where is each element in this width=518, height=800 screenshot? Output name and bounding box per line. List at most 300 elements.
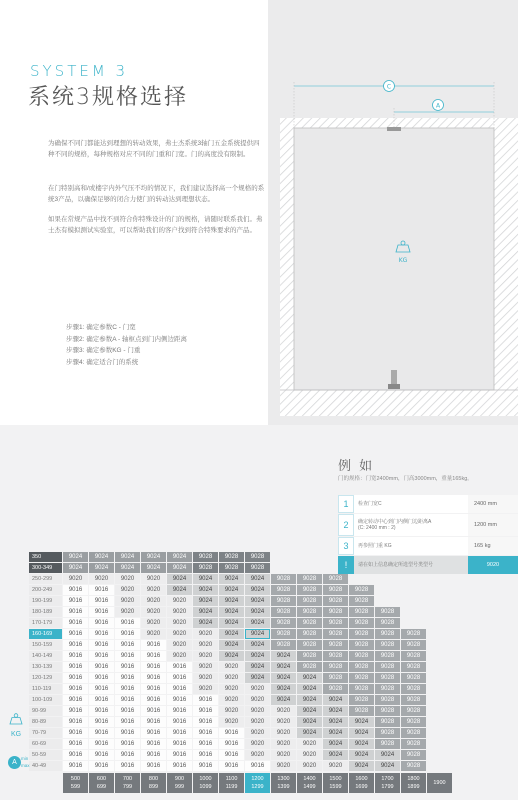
system-cell: 9024 bbox=[323, 728, 348, 738]
example-step-text: 再参照门重 KG bbox=[354, 537, 468, 555]
width-range-label bbox=[375, 773, 400, 793]
system-cell: 9024 bbox=[245, 629, 270, 639]
width-range-label bbox=[401, 773, 426, 793]
weight-range-label: 350 bbox=[29, 552, 62, 562]
table-row bbox=[29, 739, 453, 749]
system-cell: 9028 bbox=[401, 629, 426, 639]
width-max: 1099 bbox=[199, 784, 212, 790]
width-max: 1299 bbox=[251, 784, 264, 790]
system-cell: 9028 bbox=[401, 706, 426, 716]
empty-cell bbox=[401, 607, 426, 617]
empty-cell bbox=[323, 563, 348, 573]
door-diagram bbox=[268, 0, 518, 425]
system-cell: 9028 bbox=[375, 640, 400, 650]
system-cell: 9020 bbox=[271, 717, 296, 727]
system-cell: 9020 bbox=[193, 662, 218, 672]
system-cell: 9016 bbox=[193, 728, 218, 738]
system-cell: 9028 bbox=[323, 607, 348, 617]
system-cell: 9016 bbox=[167, 761, 192, 771]
system-cell: 9028 bbox=[271, 629, 296, 639]
width-range-label bbox=[349, 773, 374, 793]
system-cell: 9024 bbox=[245, 574, 270, 584]
system-cell: 9024 bbox=[167, 552, 192, 562]
system-cell: 9020 bbox=[245, 750, 270, 760]
page-title: 系统3规格选择 bbox=[28, 85, 188, 110]
system-cell: 9028 bbox=[245, 563, 270, 573]
system-cell: 9028 bbox=[297, 574, 322, 584]
system-cell: 9016 bbox=[115, 618, 140, 628]
system-cell: 9024 bbox=[297, 673, 322, 683]
system-cell: 9024 bbox=[245, 662, 270, 672]
system-cell: 9028 bbox=[323, 629, 348, 639]
system-cell: 9028 bbox=[401, 673, 426, 683]
system-cell: 9020 bbox=[115, 585, 140, 595]
example-note: 门的规格：门宽2400mm，门高3000mm，重量165kg。 bbox=[338, 476, 473, 482]
system-cell: 9016 bbox=[219, 750, 244, 760]
system-cell: 9028 bbox=[297, 618, 322, 628]
example-step-number: 3 bbox=[338, 537, 354, 555]
system-cell: 9024 bbox=[323, 717, 348, 727]
system-cell: 9016 bbox=[167, 673, 192, 683]
dimension-a-label: A bbox=[435, 102, 441, 110]
system-cell: 9016 bbox=[63, 695, 88, 705]
system-cell: 9028 bbox=[375, 651, 400, 661]
system-cell: 9028 bbox=[349, 618, 374, 628]
system-cell: 9016 bbox=[63, 629, 88, 639]
system-cell: 9020 bbox=[193, 651, 218, 661]
system-cell: 9024 bbox=[375, 761, 400, 771]
system-cell: 9016 bbox=[89, 596, 114, 606]
width-min: 1400 bbox=[303, 776, 316, 782]
system-cell: 9016 bbox=[115, 750, 140, 760]
width-min: 600 bbox=[96, 776, 107, 782]
width-min: 1600 bbox=[355, 776, 368, 782]
system-cell: 9028 bbox=[271, 596, 296, 606]
system-cell: 9016 bbox=[141, 684, 166, 694]
system-cell: 9016 bbox=[141, 761, 166, 771]
system-cell: 9028 bbox=[349, 673, 374, 683]
system-cell: 9016 bbox=[167, 662, 192, 672]
system-cell: 9028 bbox=[271, 618, 296, 628]
system-cell: 9016 bbox=[141, 739, 166, 749]
weight-range-label: 70-79 bbox=[29, 728, 62, 738]
system-cell: 9028 bbox=[271, 640, 296, 650]
width-min: 1100 bbox=[225, 776, 238, 782]
system-cell: 9028 bbox=[401, 662, 426, 672]
table-row bbox=[29, 750, 453, 760]
system-cell: 9024 bbox=[219, 574, 244, 584]
example-row bbox=[338, 495, 518, 513]
system-cell: 9028 bbox=[401, 761, 426, 771]
system-cell: 9016 bbox=[141, 728, 166, 738]
step-3: 步骤3: 确定参数KG - 门重 bbox=[66, 347, 141, 354]
system-cell: 9024 bbox=[245, 640, 270, 650]
system-cell: 9020 bbox=[219, 695, 244, 705]
example-step-text: 检查门宽C bbox=[354, 495, 468, 513]
system-cell: 9028 bbox=[323, 585, 348, 595]
system-cell: 9028 bbox=[245, 552, 270, 562]
system-cell: 9016 bbox=[193, 695, 218, 705]
weight-range-label: 160-169 bbox=[29, 629, 62, 639]
diagram-kg-label: KG bbox=[398, 257, 408, 264]
system-cell: 9028 bbox=[375, 695, 400, 705]
system-cell: 9016 bbox=[115, 651, 140, 661]
system-cell: 9016 bbox=[167, 695, 192, 705]
system-cell: 9016 bbox=[89, 717, 114, 727]
system-cell: 9020 bbox=[245, 684, 270, 694]
weight-range-label: 200-249 bbox=[29, 585, 62, 595]
system-cell: 9016 bbox=[63, 640, 88, 650]
weight-range-label: 60-69 bbox=[29, 739, 62, 749]
empty-cell bbox=[375, 596, 400, 606]
table-row bbox=[29, 728, 453, 738]
system-cell: 9024 bbox=[245, 585, 270, 595]
system-cell: 9024 bbox=[245, 596, 270, 606]
system-cell: 9020 bbox=[219, 717, 244, 727]
width-max: 699 bbox=[96, 784, 107, 790]
weight-range-label: 50-59 bbox=[29, 750, 62, 760]
empty-cell bbox=[349, 574, 374, 584]
system-cell: 9016 bbox=[193, 706, 218, 716]
system-cell: 9028 bbox=[349, 706, 374, 716]
system-cell: 9024 bbox=[63, 552, 88, 562]
system-cell: 9016 bbox=[63, 750, 88, 760]
empty-cell bbox=[401, 574, 426, 584]
system-cell: 9020 bbox=[219, 662, 244, 672]
weight-range-label: 250-299 bbox=[29, 574, 62, 584]
system-cell: 9024 bbox=[323, 695, 348, 705]
table-row bbox=[29, 717, 453, 727]
example-row bbox=[338, 514, 518, 536]
result-alert-icon: ! bbox=[338, 556, 354, 574]
weight-range-label: 120-129 bbox=[29, 673, 62, 683]
max-label: max bbox=[21, 763, 30, 768]
system-cell: 9024 bbox=[271, 684, 296, 694]
system-cell: 9028 bbox=[349, 607, 374, 617]
system-cell: 9016 bbox=[63, 651, 88, 661]
width-max: 1699 bbox=[355, 784, 368, 790]
system-cell: 9024 bbox=[115, 552, 140, 562]
system-cell: 9024 bbox=[193, 574, 218, 584]
example-result-text: 请在如上信息确定所选型号类型号 bbox=[354, 556, 468, 574]
table-row bbox=[29, 684, 453, 694]
system-cell: 9020 bbox=[219, 684, 244, 694]
system-cell: 9020 bbox=[63, 574, 88, 584]
system-cell: 9020 bbox=[245, 706, 270, 716]
system-cell: 9016 bbox=[89, 684, 114, 694]
system-cell: 9028 bbox=[375, 607, 400, 617]
system-cell: 9020 bbox=[115, 596, 140, 606]
system-cell: 9028 bbox=[323, 662, 348, 672]
system-cell: 9016 bbox=[115, 662, 140, 672]
system-cell: 9024 bbox=[167, 585, 192, 595]
system-cell: 9028 bbox=[375, 629, 400, 639]
system-cell: 9020 bbox=[245, 728, 270, 738]
system-cell: 9028 bbox=[297, 629, 322, 639]
system-cell: 9024 bbox=[245, 618, 270, 628]
system-cell: 9024 bbox=[271, 651, 296, 661]
example-step-value: 165 kg bbox=[468, 537, 518, 555]
width-range-label bbox=[115, 773, 140, 793]
weight-range-label: 90-99 bbox=[29, 706, 62, 716]
system-cell: 9016 bbox=[167, 684, 192, 694]
system-cell: 9016 bbox=[89, 618, 114, 628]
system-cell: 9020 bbox=[167, 640, 192, 650]
system-cell: 9028 bbox=[401, 651, 426, 661]
system-cell: 9024 bbox=[297, 717, 322, 727]
width-min: 1500 bbox=[329, 776, 342, 782]
system-cell: 9024 bbox=[219, 596, 244, 606]
system-cell: 9016 bbox=[193, 739, 218, 749]
system-cell: 9028 bbox=[323, 651, 348, 661]
empty-cell bbox=[375, 552, 400, 562]
empty-cell bbox=[271, 563, 296, 573]
system-cell: 9016 bbox=[219, 739, 244, 749]
system-cell: 9028 bbox=[323, 596, 348, 606]
width-range-label bbox=[63, 773, 88, 793]
system-cell: 9016 bbox=[89, 739, 114, 749]
system-cell: 9016 bbox=[63, 684, 88, 694]
system-label: SYSTEM 3 bbox=[30, 62, 129, 80]
weight-range-label: 300-349 bbox=[29, 563, 62, 573]
bottom-pivot bbox=[391, 370, 397, 386]
step-4: 步骤4: 确定适合门的系统 bbox=[66, 358, 139, 366]
system-cell: 9016 bbox=[89, 761, 114, 771]
selection-table bbox=[29, 552, 453, 793]
door-opening bbox=[294, 128, 494, 390]
system-cell: 9020 bbox=[167, 607, 192, 617]
width-min: 1800 bbox=[407, 776, 420, 782]
intro-paragraph-2: 在门特别高和/或楼宇内外气压不均的情况下，我们建议选择高一个规格的系统3产品，以确保足够的闭合力使门的转动达到理想状态。 bbox=[48, 185, 265, 203]
system-cell: 9016 bbox=[219, 728, 244, 738]
weight-range-label: 140-149 bbox=[29, 651, 62, 661]
system-cell: 9016 bbox=[89, 651, 114, 661]
weight-range-label: 40-49 bbox=[29, 761, 62, 771]
system-cell: 9028 bbox=[297, 651, 322, 661]
system-cell: 9024 bbox=[141, 552, 166, 562]
table-row bbox=[29, 596, 453, 606]
system-cell: 9020 bbox=[167, 651, 192, 661]
system-cell: 9016 bbox=[89, 585, 114, 595]
system-cell: 9024 bbox=[297, 684, 322, 694]
system-cell: 9024 bbox=[271, 695, 296, 705]
system-cell: 9028 bbox=[349, 662, 374, 672]
system-cell: 9024 bbox=[349, 761, 374, 771]
step-1: 步骤1: 确定参数C - 门宽 bbox=[66, 324, 136, 331]
system-cell: 9024 bbox=[297, 728, 322, 738]
width-range-label bbox=[219, 773, 244, 793]
width-max: 899 bbox=[148, 784, 159, 790]
system-cell: 9016 bbox=[115, 706, 140, 716]
system-cell: 9028 bbox=[323, 574, 348, 584]
intro-paragraph-1: 为确保不同门都能达到理想的转动效果，弗士杰系统3轴门五金系统提供四种不同的规格，每种规格对应不同的门重和门宽。门的高度没有限制。 bbox=[48, 140, 260, 158]
width-min: 1000 bbox=[199, 776, 212, 782]
steps-list bbox=[66, 322, 187, 368]
empty-cell bbox=[271, 552, 296, 562]
table-row bbox=[29, 618, 453, 628]
system-cell: 9016 bbox=[89, 695, 114, 705]
step-2: 步骤2: 确定参数A - 轴枢点到门内侧边距离 bbox=[66, 335, 187, 343]
system-cell: 9020 bbox=[297, 761, 322, 771]
system-cell: 9016 bbox=[115, 695, 140, 705]
example-step-text: 确定转动中心到门内侧门边距离A (C: 2400 mm : 2) bbox=[354, 514, 468, 536]
system-cell: 9016 bbox=[89, 640, 114, 650]
system-cell: 9016 bbox=[89, 673, 114, 683]
system-cell: 9016 bbox=[141, 640, 166, 650]
system-cell: 9020 bbox=[115, 607, 140, 617]
top-pivot bbox=[387, 127, 401, 131]
table-row bbox=[29, 629, 453, 639]
system-cell: 9028 bbox=[271, 607, 296, 617]
example-step-value: 2400 mm bbox=[468, 495, 518, 513]
empty-cell bbox=[401, 596, 426, 606]
width-max: 1599 bbox=[329, 784, 342, 790]
empty-cell bbox=[297, 552, 322, 562]
system-cell: 9016 bbox=[115, 761, 140, 771]
system-cell: 9016 bbox=[167, 717, 192, 727]
system-cell: 9024 bbox=[271, 673, 296, 683]
system-cell: 9028 bbox=[219, 563, 244, 573]
width-range-label bbox=[167, 773, 192, 793]
system-cell: 9024 bbox=[245, 651, 270, 661]
system-cell: 9024 bbox=[193, 596, 218, 606]
system-cell: 9016 bbox=[141, 651, 166, 661]
system-cell: 9020 bbox=[193, 673, 218, 683]
weight-range-label: 180-189 bbox=[29, 607, 62, 617]
system-cell: 9016 bbox=[115, 673, 140, 683]
system-cell: 9016 bbox=[63, 596, 88, 606]
system-cell: 9028 bbox=[375, 706, 400, 716]
system-cell: 9016 bbox=[115, 640, 140, 650]
system-cell: 9028 bbox=[375, 684, 400, 694]
empty-cell bbox=[297, 563, 322, 573]
example-step-number: 2 bbox=[338, 514, 354, 536]
system-cell: 9020 bbox=[245, 695, 270, 705]
system-cell: 9024 bbox=[219, 607, 244, 617]
system-cell: 9024 bbox=[89, 552, 114, 562]
system-cell: 9024 bbox=[349, 750, 374, 760]
width-min: 1900 bbox=[433, 780, 446, 786]
system-cell: 9016 bbox=[245, 761, 270, 771]
weight-range-label: 130-139 bbox=[29, 662, 62, 672]
system-cell: 9024 bbox=[323, 750, 348, 760]
system-cell: 9028 bbox=[349, 651, 374, 661]
system-cell: 9020 bbox=[297, 739, 322, 749]
system-cell: 9028 bbox=[349, 695, 374, 705]
example-step-number: 1 bbox=[338, 495, 354, 513]
system-cell: 9028 bbox=[401, 750, 426, 760]
system-cell: 9016 bbox=[115, 728, 140, 738]
system-cell: 9016 bbox=[63, 706, 88, 716]
system-cell: 9016 bbox=[115, 739, 140, 749]
empty-cell bbox=[375, 585, 400, 595]
system-cell: 9028 bbox=[219, 552, 244, 562]
system-cell: 9024 bbox=[193, 607, 218, 617]
system-cell: 9028 bbox=[401, 717, 426, 727]
weight-kg-icon bbox=[9, 713, 23, 725]
system-cell: 9016 bbox=[141, 673, 166, 683]
table-row bbox=[29, 563, 453, 573]
system-cell: 9028 bbox=[323, 684, 348, 694]
system-cell: 9024 bbox=[167, 574, 192, 584]
system-cell: 9024 bbox=[219, 585, 244, 595]
width-max: 1399 bbox=[277, 784, 290, 790]
system-cell: 9028 bbox=[375, 618, 400, 628]
width-range-label bbox=[141, 773, 166, 793]
min-max-labels bbox=[21, 755, 30, 769]
system-cell: 9028 bbox=[323, 640, 348, 650]
empty-cell bbox=[375, 563, 400, 573]
system-cell: 9020 bbox=[271, 728, 296, 738]
system-cell: 9016 bbox=[89, 750, 114, 760]
width-range-label bbox=[245, 773, 270, 793]
system-cell: 9016 bbox=[167, 750, 192, 760]
system-cell: 9016 bbox=[63, 728, 88, 738]
system-cell: 9016 bbox=[141, 662, 166, 672]
system-cell: 9028 bbox=[375, 662, 400, 672]
system-cell: 9028 bbox=[401, 684, 426, 694]
system-cell: 9028 bbox=[375, 739, 400, 749]
width-range-label bbox=[89, 773, 114, 793]
weight-range-label: 190-199 bbox=[29, 596, 62, 606]
system-cell: 9016 bbox=[115, 629, 140, 639]
weight-range-label: 80-89 bbox=[29, 717, 62, 727]
weight-range-label: 170-179 bbox=[29, 618, 62, 628]
system-cell: 9024 bbox=[219, 618, 244, 628]
system-cell: 9024 bbox=[375, 750, 400, 760]
system-cell: 9020 bbox=[193, 640, 218, 650]
intro-paragraph-3: 如果在常规产品中找不到符合你特殊设计的门的规格，请随时联系我们。弗士杰有模拟测试实验室，可以帮助我们的客户找到符合特殊要求的产品。 bbox=[48, 216, 263, 234]
system-cell: 9020 bbox=[271, 761, 296, 771]
width-max: 1199 bbox=[225, 784, 238, 790]
system-cell: 9016 bbox=[63, 673, 88, 683]
empty-cell bbox=[401, 618, 426, 628]
empty-cell bbox=[375, 574, 400, 584]
system-cell: 9016 bbox=[89, 607, 114, 617]
table-row bbox=[29, 651, 453, 661]
width-max: 799 bbox=[122, 784, 133, 790]
empty-cell bbox=[349, 563, 374, 573]
system-cell: 9016 bbox=[193, 750, 218, 760]
system-cell: 9016 bbox=[89, 728, 114, 738]
system-cell: 9020 bbox=[193, 684, 218, 694]
system-cell: 9016 bbox=[141, 750, 166, 760]
table-row bbox=[29, 585, 453, 595]
system-cell: 9020 bbox=[219, 706, 244, 716]
table-row bbox=[29, 574, 453, 584]
system-cell: 9024 bbox=[193, 585, 218, 595]
weight-range-label: 150-159 bbox=[29, 640, 62, 650]
width-min: 700 bbox=[122, 776, 133, 782]
system-cell: 9016 bbox=[63, 662, 88, 672]
system-cell: 9020 bbox=[167, 629, 192, 639]
system-cell: 9020 bbox=[245, 717, 270, 727]
system-cell: 9016 bbox=[63, 618, 88, 628]
system-cell: 9024 bbox=[297, 706, 322, 716]
system-cell: 9016 bbox=[63, 761, 88, 771]
system-cell: 9016 bbox=[141, 706, 166, 716]
system-cell: 9020 bbox=[219, 673, 244, 683]
system-cell: 9016 bbox=[89, 706, 114, 716]
system-cell: 9016 bbox=[89, 662, 114, 672]
width-axis bbox=[29, 773, 453, 793]
system-cell: 9020 bbox=[271, 706, 296, 716]
width-range-label bbox=[193, 773, 218, 793]
width-max: 1499 bbox=[303, 784, 316, 790]
weight-range-label: 100-109 bbox=[29, 695, 62, 705]
system-cell: 9020 bbox=[167, 618, 192, 628]
dimension-c-label: C bbox=[386, 83, 392, 91]
